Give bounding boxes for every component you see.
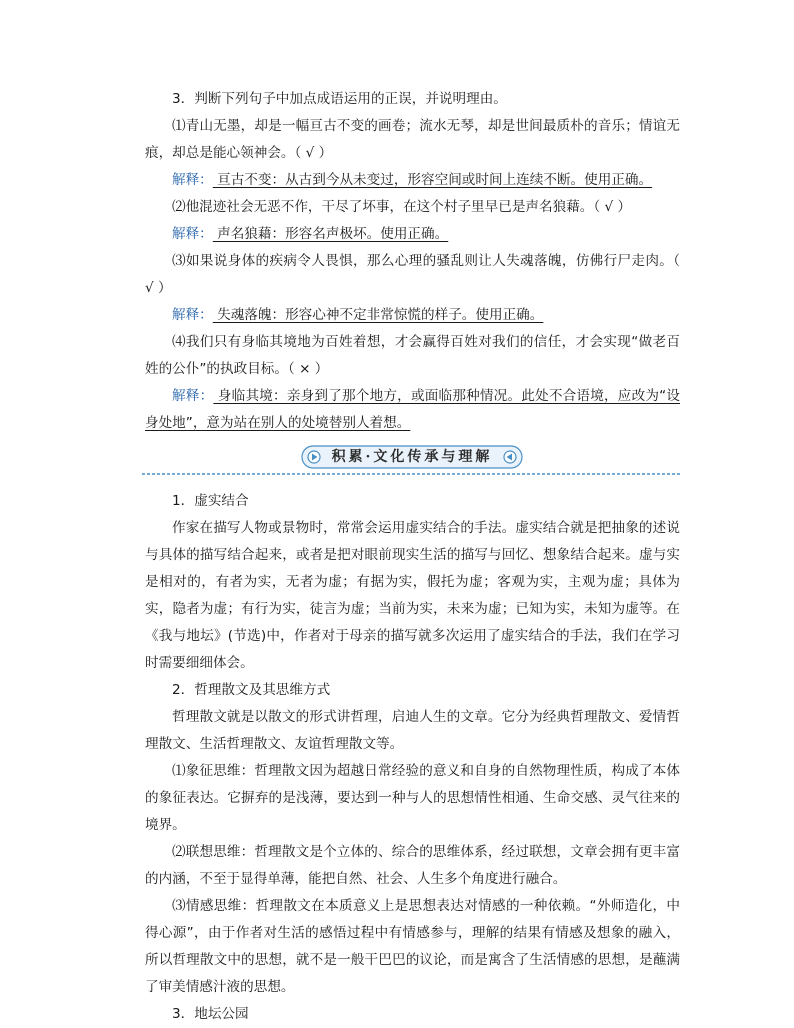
explanation-label: 解释： [172,226,213,242]
question-item-3: ⑶如果说身体的疾病令人畏惧，那么心理的骚乱则让人失魂落魄，仿佛行尸走肉。（ √ ） [145,253,680,296]
explanation-label: 解释： [172,388,214,404]
explanation-answer: 身临其境：亲身到了那个地方，或面临那种情况。此处不合语境，应改为“设身处地”，意为站在别人的处境替别人着想。 [145,388,680,431]
section-2-paragraph-4: ⑶情感思维：哲理散文在本质意义上是思想表达对情感的一种依赖。“外师造化，中得心源”，由于作者对生活的感悟过程中有情感参与，理解的结果有情感及想象的融入，所以哲理散文中的思想，就不是一般干巴巴的议论，而是寓含了生活情感的思想，是蘸满了审美情感汁液的思想。 [145,898,680,995]
section-2-paragraph-2: ⑴象征思维：哲理散文因为超越日常经验的意义和自身的自然物理性质，构成了本体的象征表达。它摒弃的是浅薄，要达到一种与人的思想情性相通、生命交感、灵气往来的境界。 [145,763,680,833]
explanation-1 [145,167,680,194]
banner-title: 积累·文化传承与理解 [331,449,493,465]
explanation-2 [145,221,680,248]
explanation-label: 解释： [172,307,213,323]
question-item-2: ⑵他混迹社会无恶不作，干尽了坏事，在这个村子里早已是声名狼藉。（ √ ） [172,199,632,215]
explanation-answer: 失魂落魄：形容心神不定非常惊慌的样子。使用正确。 [212,307,544,323]
question-heading: 3．判断下列句子中加点成语运用的正误，并说明理由。 [172,91,507,107]
section-heading-1: 1．虚实结合 [172,493,249,509]
explanation-answer: 亘古不变：从古到今从未变过，形容空间或时间上连续不断。使用正确。 [212,172,653,188]
section-2-paragraph-1: 哲理散文就是以散文的形式讲哲理，启迪人生的文章。它分为经典哲理散文、爱情哲理散文、生活哲理散文、友谊哲理散文等。 [145,709,680,752]
question-item-1: ⑴青山无墨，却是一幅亘古不变的画卷；流水无琴，却是世间最质朴的音乐；情谊无痕，却总是能心领神会。（ √ ） [145,118,680,161]
document-page [145,86,680,1028]
section-banner [142,440,682,480]
explanation-3 [145,302,680,329]
section-1-paragraph-1: 作家在描写人物或景物时，常常会运用虚实结合的手法。虚实结合就是把抽象的述说与具体的描写结合起来，或者是把对眼前现实生活的描写与回忆、想象结合起来。虚与实是相对的，有者为实，无者为虚；有据为实，假托为虚；客观为实，主观为虚；具体为实，隐者为虚；有行为实，徒言为虚；当前为实，未来为虚；已知为实，未知为虚等。在《我与地坛》(节选)中，作者对于母亲的描写就多次运用了虚实结合的手法，我们在学习时需要细细体会。 [145,520,680,671]
section-2-paragraph-3: ⑵联想思维：哲理散文是个立体的、综合的思维体系，经过联想，文章会拥有更丰富的内涵，不至于显得单薄，能把自然、社会、人生多个角度进行融合。 [145,844,680,887]
section-heading-2: 2．哲理散文及其思维方式 [172,682,331,698]
explanation-answer: 声名狼藉：形容名声极坏。使用正确。 [212,226,449,242]
explanation-label: 解释： [172,172,213,188]
section-heading-3: 3．地坛公园 [172,1006,249,1022]
explanation-4 [145,383,680,437]
question-item-4: ⑷我们只有身临其境地为百姓着想，才会赢得百姓对我们的信任，才会实现“做老百姓的公仆”的执政目标。（ × ） [145,334,680,377]
